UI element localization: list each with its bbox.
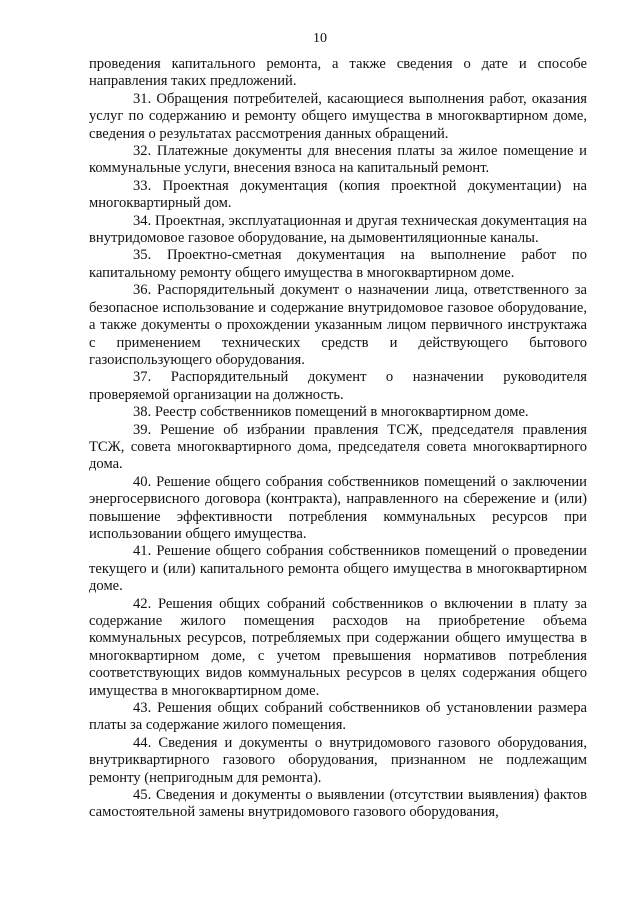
paragraph-41: 41. Решение общего собрания собственников помещений о проведении текущего и (или) капитального ремонта общего имущества в многоквартирном доме. [89, 543, 587, 595]
paragraph-36: 36. Распорядительный документ о назначении лица, ответственного за безопасное использование и содержание внутридомовое газовое оборудование, а также документы о прохождении указанным лицом первичного инструктажа с применением технических средств и действующего бытового газоиспользующего оборудования. [89, 282, 587, 368]
paragraph-37: 37. Распорядительный документ о назначении руководителя проверяемой организации на должность. [89, 369, 587, 403]
paragraph-31: 31. Обращения потребителей, касающиеся выполнения работ, оказания услуг по содержанию и ремонту общего имущества в многоквартирном доме, сведения о результатах рассмотрения данных обращений. [89, 90, 587, 142]
paragraph-44: 44. Сведения и документы о внутридомового газового оборудования, внутриквартирного газового оборудования, признанном не подлежащим ремонту (непригодным для ремонта). [89, 734, 587, 786]
page-number: 10 [313, 31, 327, 46]
paragraph-continuation: проведения капитального ремонта, а также сведения о дате и способе направления таких предложений. [89, 56, 587, 90]
paragraph-39: 39. Решение об избрании правления ТСЖ, председателя правления ТСЖ, совета многоквартирного дома, председателя совета многоквартирного дома. [89, 421, 587, 473]
paragraph-43: 43. Решения общих собраний собственников об установлении размера платы за содержание жилого помещения. [89, 700, 587, 734]
paragraph-38: 38. Реестр собственников помещений в многоквартирном доме. [133, 404, 529, 421]
paragraph-45: 45. Сведения и документы о выявлении (отсутствии выявления) фактов самостоятельной замены внутридомового газового оборудования, [89, 787, 587, 821]
paragraph-34: 34. Проектная, эксплуатационная и другая техническая документация на внутридомовое газовое оборудование, на дымовентиляционные каналы. [89, 212, 587, 247]
paragraph-40: 40. Решение общего собрания собственников помещений о заключении энергосервисного договора (контракта), направленного на сбережение и (или) повышение эффективности потребления коммунальных ресурсов при использовании общего имущества. [89, 473, 587, 542]
paragraph-33: 33. Проектная документация (копия проектной документации) на многоквартирный дом. [89, 177, 587, 212]
paragraph-35: 35. Проектно-сметная документация на выполнение работ по капитальному ремонту общего имущества в многоквартирном доме. [89, 247, 587, 281]
paragraph-32: 32. Платежные документы для внесения платы за жилое помещение и коммунальные услуги, внесения взноса на капитальный ремонт. [89, 143, 587, 177]
document-body [89, 56, 587, 822]
paragraph-42: 42. Решения общих собраний собственников о включении в плату за содержание жилого помещения расходов на приобретение объема коммунальных ресурсов, потребляемых при содержании общего имущества в многоквартирном доме, с учетом превышения нормативов потребления соответствующих видов коммунальных ресурсов в целях содержания общего имущества в многоквартирном доме. [89, 595, 587, 699]
